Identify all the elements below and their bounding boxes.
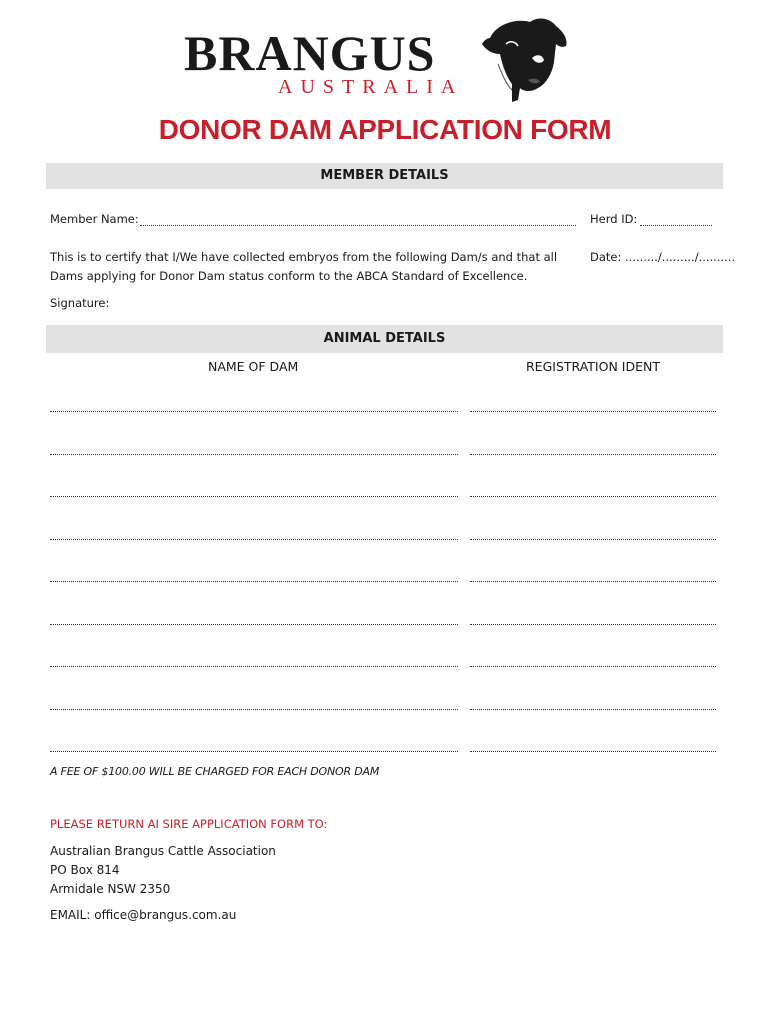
registration-ident-field[interactable]: [470, 454, 716, 455]
address-line-2: PO Box 814: [50, 863, 120, 877]
dam-name-field[interactable]: [50, 709, 458, 710]
contact-email: EMAIL: office@brangus.com.au: [50, 908, 237, 922]
column-registration-ident: REGISTRATION IDENT: [526, 359, 660, 374]
registration-ident-field[interactable]: [470, 496, 716, 497]
column-name-of-dam: NAME OF DAM: [208, 359, 299, 374]
dam-name-field[interactable]: [50, 496, 458, 497]
certify-text-line2: Dams applying for Donor Dam status conform to the ABCA Standard of Excellence.: [50, 269, 528, 283]
bull-head-icon: [472, 14, 572, 106]
dam-name-field[interactable]: [50, 539, 458, 540]
dam-name-field[interactable]: [50, 751, 458, 752]
dam-name-field[interactable]: [50, 581, 458, 582]
logo-subtitle: AUSTRALIA: [278, 76, 464, 98]
address-line-3: Armidale NSW 2350: [50, 882, 171, 896]
signature-label: Signature:: [50, 296, 110, 310]
registration-ident-field[interactable]: [470, 581, 716, 582]
member-name-field[interactable]: [140, 225, 576, 226]
dam-name-field[interactable]: [50, 624, 458, 625]
address-line-1: Australian Brangus Cattle Association: [50, 844, 276, 858]
registration-ident-field[interactable]: [470, 666, 716, 667]
page-title: DONOR DAM APPLICATION FORM: [158, 114, 612, 145]
registration-ident-field[interactable]: [470, 624, 716, 625]
brangus-logo: [184, 14, 574, 106]
dam-name-field[interactable]: [50, 411, 458, 412]
herd-id-field[interactable]: [640, 225, 712, 226]
herd-id-label: Herd ID:: [590, 212, 638, 226]
dam-name-field[interactable]: [50, 666, 458, 667]
registration-ident-field[interactable]: [470, 411, 716, 412]
animal-details-header: ANIMAL DETAILS: [46, 325, 723, 353]
registration-ident-field[interactable]: [470, 709, 716, 710]
member-details-header: MEMBER DETAILS: [46, 163, 723, 189]
fee-note: A FEE OF $100.00 WILL BE CHARGED FOR EACH DONOR DAM: [50, 765, 380, 778]
registration-ident-field[interactable]: [470, 539, 716, 540]
registration-ident-field[interactable]: [470, 751, 716, 752]
member-name-label: Member Name:: [50, 212, 139, 226]
certify-text-line1: This is to certify that I/We have collected embryos from the following Dam/s and that all: [50, 250, 558, 264]
logo-wordmark: BRANGUS: [184, 25, 436, 81]
date-field[interactable]: Date: ........./........./..........: [590, 250, 736, 264]
return-heading: PLEASE RETURN AI SIRE APPLICATION FORM TO:: [50, 817, 328, 831]
dam-name-field[interactable]: [50, 454, 458, 455]
